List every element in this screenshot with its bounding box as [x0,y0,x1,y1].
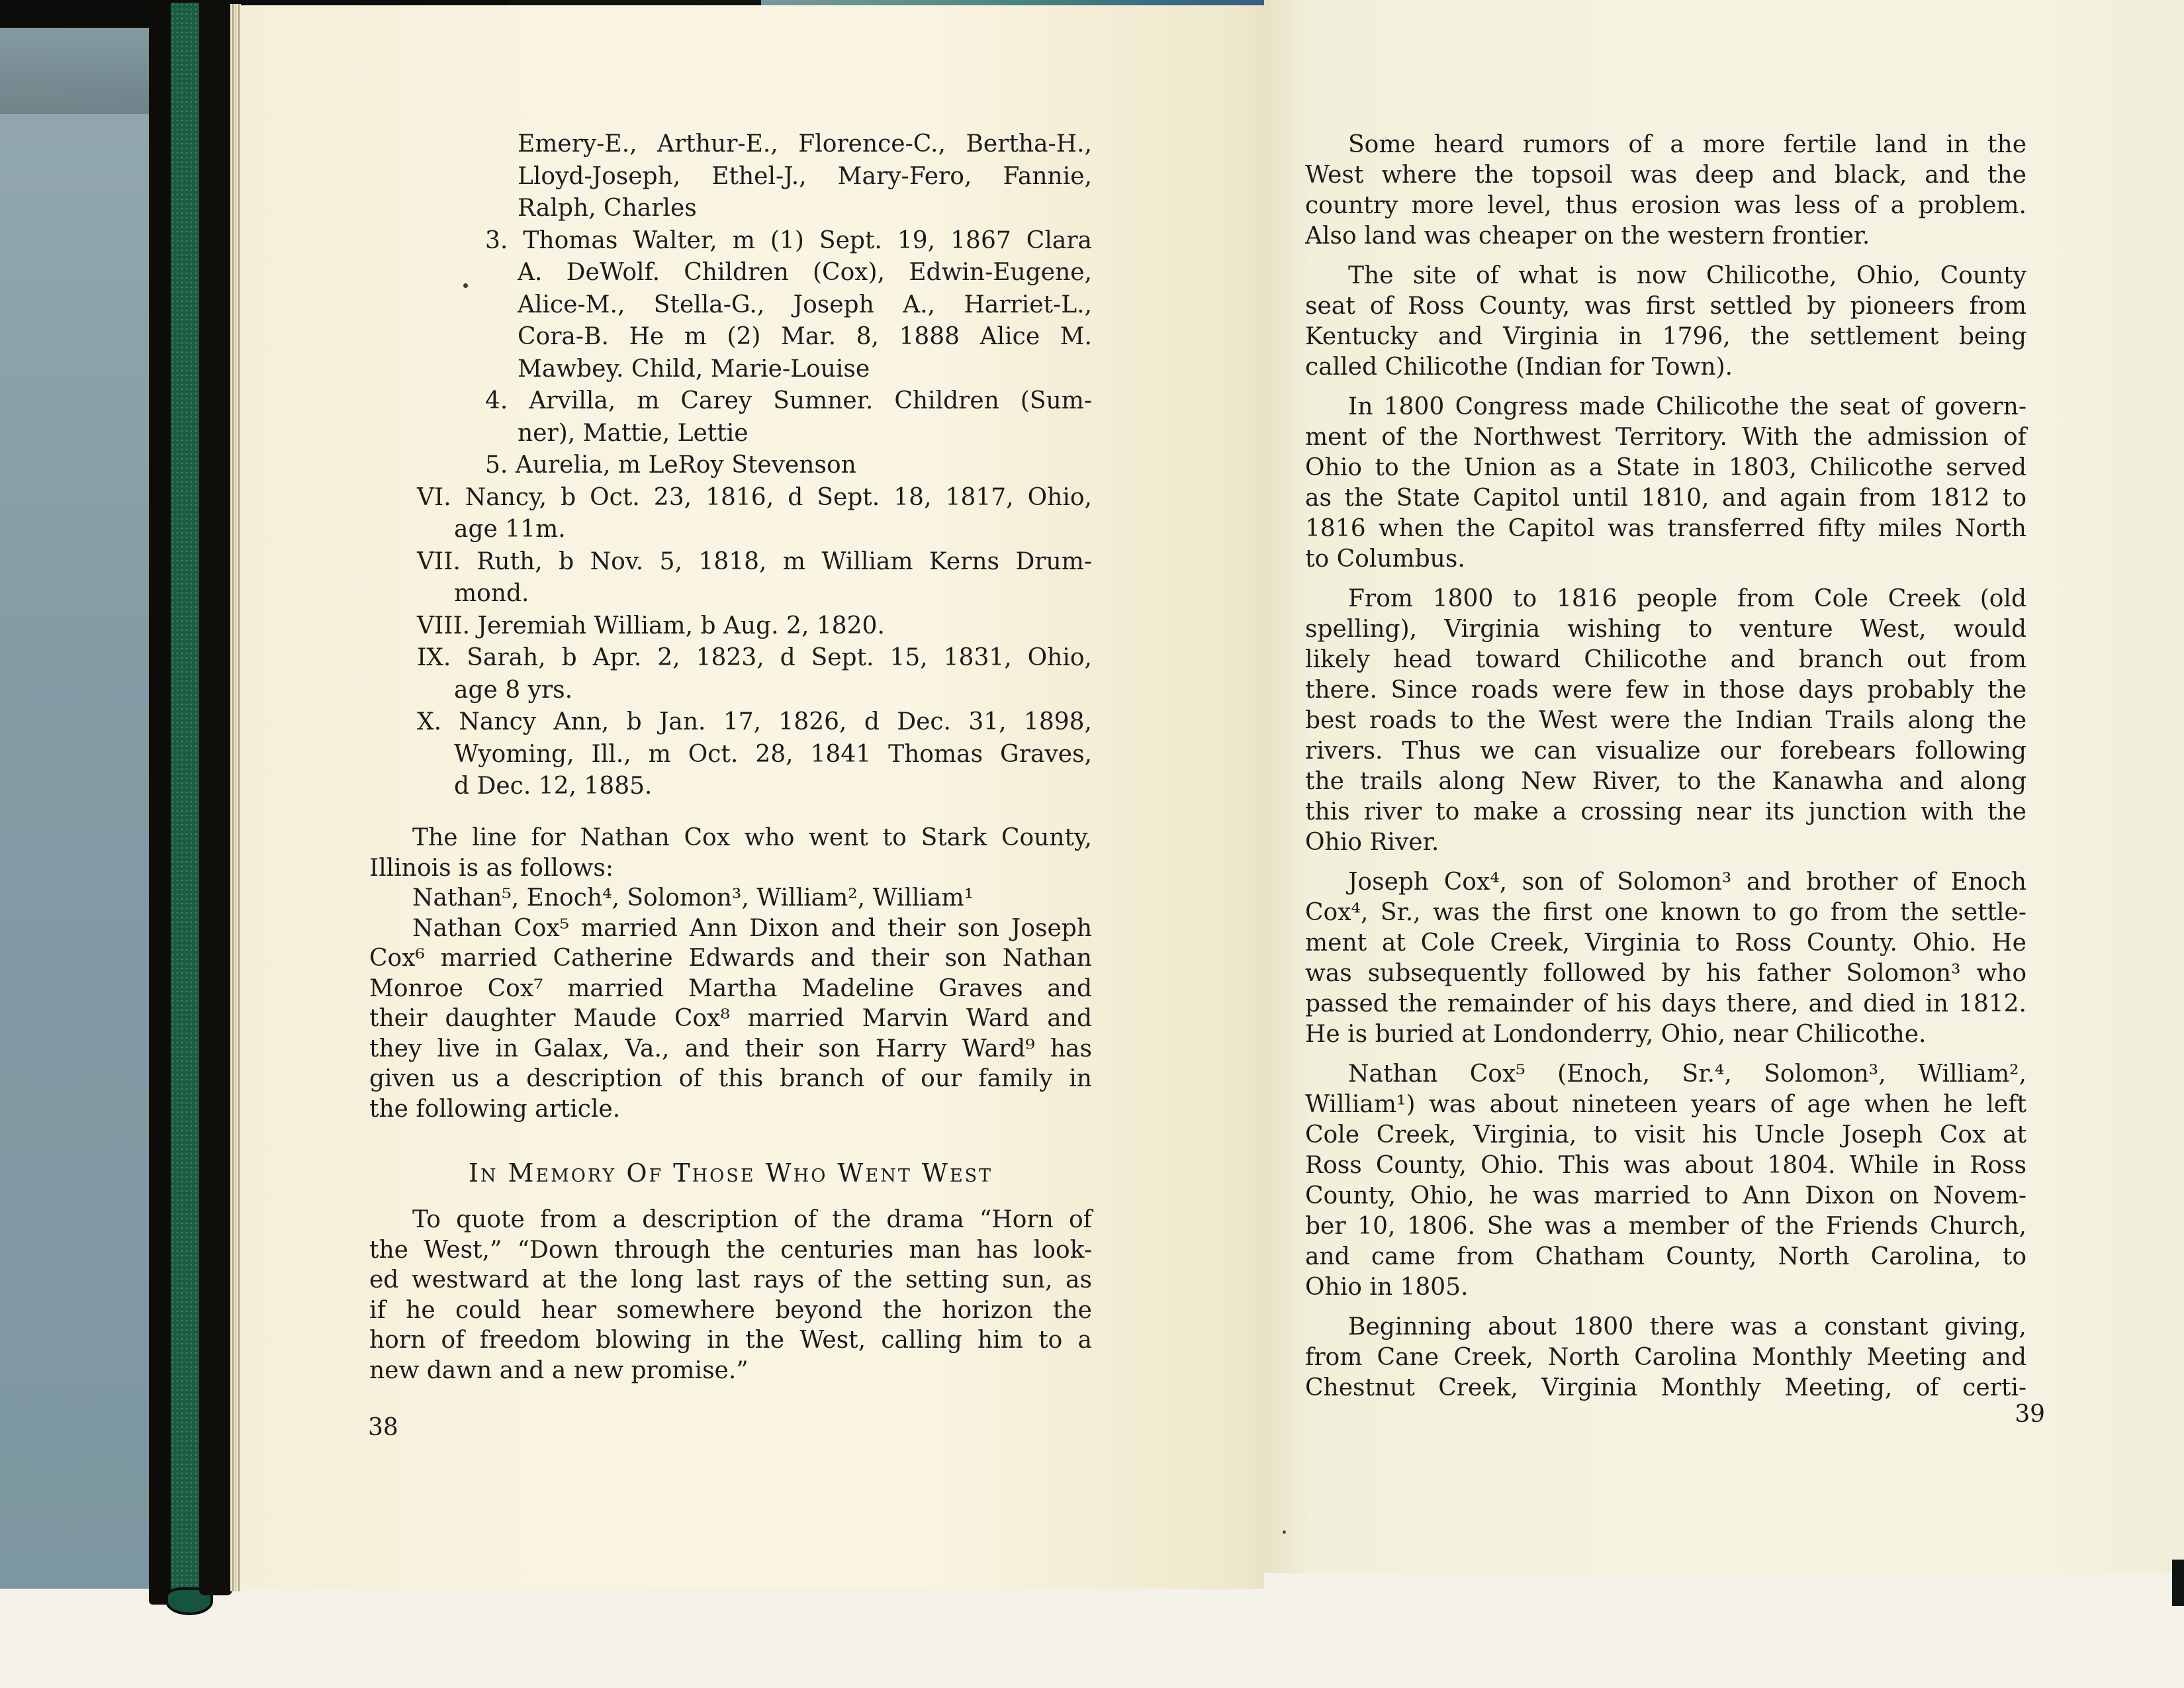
text-line: age 8 yrs. [454,676,573,704]
page-number-left: 38 [368,1414,398,1441]
text-line: there. Since roads were few in those days probably the [1305,677,2026,704]
text-line: was subsequently followed by his father Solomon³ who [1305,960,2026,987]
paragraph [1305,1059,2026,1303]
text-line: d Dec. 12, 1885. [454,773,653,800]
text-line: Alice-M., Stella-G., Joseph A., Harriet-L., [518,291,1092,318]
text-line: their daughter Maude Cox⁸ married Marvin Ward and [369,1005,1092,1032]
text-line: and came from Chatham County, North Carolina, to [1305,1243,2026,1270]
text-line: the following article. [369,1095,621,1123]
text-line: new dawn and a new promise.” [369,1356,749,1384]
text-line: likely head toward Chilicothe and branch out from [1305,646,2026,673]
scan-speck [1283,1530,1286,1534]
text-line: Kentucky and Virginia in 1796, the settlement being [1305,323,2026,350]
text-line: Nathan Cox⁵ married Ann Dixon and their son Joseph [412,914,1092,942]
text-line: The line for Nathan Cox who went to Stark County, [412,824,1092,851]
text-line: VII. Ruth, b Nov. 5, 1818, m William Kerns Drum- [417,547,1092,575]
text-line: West where the topsoil was deep and black, and the [1305,162,2026,189]
genealogy-list [369,128,1092,803]
text-line: horn of freedom blowing in the West, calling him to a [369,1327,1092,1354]
text-line: VI. Nancy, b Oct. 23, 1816, d Sept. 18, 1817, Ohio, [417,483,1092,511]
text-line: ner), Mattie, Lettie [518,419,749,447]
text-line: as the State Capitol until 1810, and again from 1812 to [1305,485,2026,512]
text-line: rivers. Thus we can visualize our forebears following [1305,737,2026,765]
text-line: VIII. Jeremiah William, b Aug. 2, 1820. [417,612,885,639]
text-line: Beginning about 1800 there was a constant giving, [1348,1313,2026,1340]
paragraph [1305,1312,2026,1403]
text-line: called Chilicothe (Indian for Town). [1305,353,1733,381]
book-cover-edge [149,0,173,1605]
text-line: 3. Thomas Walter, m (1) Sept. 19, 1867 Clara [485,226,1092,254]
text-line: Nathan Cox⁵ (Enoch, Sr.⁴, Solomon³, William², [1348,1060,2026,1088]
text-line: Some heard rumors of a more fertile land in the [1348,131,2026,158]
paragraph [1305,584,2026,858]
quote-paragraph [369,1205,1092,1385]
text-line: ed westward at the long last rays of the setting sun, as [369,1266,1092,1293]
text-line: spelling), Virginia wishing to venture West, would [1305,616,2026,643]
paragraph [1305,867,2026,1050]
text-line: Ohio to the Union as a State in 1803, Chilicothe served [1305,454,2026,481]
text-line: Cox⁴, Sr., was the first one known to go from the settle- [1305,899,2026,926]
text-line: from Cane Creek, North Carolina Monthly Meeting and [1305,1344,2026,1371]
text-line: Joseph Cox⁴, son of Solomon³ and brother of Enoch [1348,868,2026,896]
book-cover-inner-edge [199,0,232,1595]
text-line: A. DeWolf. Children (Cox), Edwin-Eugene, [518,259,1092,286]
text-line: Mawbey. Child, Marie-Louise [518,355,870,383]
text-line: X. Nancy Ann, b Jan. 17, 1826, d Dec. 31, 1898, [417,708,1092,735]
text-line: Wyoming, Ill., m Oct. 28, 1841 Thomas Graves, [454,740,1092,768]
text-line: age 11m. [454,516,566,543]
text-line: Lloyd-Joseph, Ethel-J., Mary-Fero, Fannie, [518,162,1092,190]
text-line: To quote from a description of the drama “Horn of [412,1206,1092,1233]
text-line: the trails along New River, to the Kanawha and along [1305,768,2026,795]
text-line: IX. Sarah, b Apr. 2, 1823, d Sept. 15, 1831, Ohio, [417,644,1092,671]
text-line: Ohio River. [1305,829,1439,856]
text-line: mond. [454,580,529,607]
text-line: they live in Galax, Va., and their son Harry Ward⁹ has [369,1035,1092,1062]
text-line: He is buried at Londonderry, Ohio, near Chilicothe. [1305,1021,1927,1048]
text-line: ment of the Northwest Territory. With the admission of [1305,424,2026,451]
text-line: ment at Cole Creek, Virginia to Ross County. Ohio. He [1305,929,2026,957]
text-line: 1816 when the Capitol was transferred fifty miles North [1305,515,2026,542]
text-line: 4. Arvilla, m Carey Sumner. Children (Sum- [485,387,1092,414]
text-line: best roads to the West were the Indian Trails along the [1305,707,2026,734]
text-line: to Columbus. [1305,545,1465,573]
book-cloth-spine [171,3,201,1602]
text-line: Chestnut Creek, Virginia Monthly Meeting, of certi- [1305,1374,2026,1401]
text-line: Cole Creek, Virginia, to visit his Uncle Joseph Cox at [1305,1121,2026,1149]
page-number-right: 39 [2015,1401,2045,1428]
text-line: this river to make a crossing near its junction with the [1305,798,2026,825]
text-line: The site of what is now Chilicothe, Ohio, County [1348,262,2026,289]
text-line: In 1800 Congress made Chilicothe the seat of govern- [1348,393,2026,420]
section-heading: In Memory Of Those Who Went West [468,1158,993,1188]
text-line: seat of Ross County, was first settled by pioneers from [1305,293,2026,320]
paragraph [1305,130,2026,252]
page-corner-shadow [2172,1560,2184,1606]
text-line: Cora-B. He m (2) Mar. 8, 1888 Alice M. [518,323,1092,350]
text-line: ber 10, 1806. She was a member of the Friends Church, [1305,1213,2026,1240]
text-line: passed the remainder of his days there, and died in 1812. [1305,990,2026,1017]
text-line: William¹) was about nineteen years of age when he left [1305,1091,2026,1118]
paragraph [1305,392,2026,575]
text-line: Also land was cheaper on the western frontier. [1305,222,1870,250]
text-line: Ohio in 1805. [1305,1274,1469,1301]
text-line: 5. Aurelia, m LeRoy Stevenson [485,451,856,479]
text-line: Illinois is as follows: [369,854,614,882]
text-line: Monroe Cox⁷ married Martha Madeline Graves and [369,974,1092,1002]
text-line: Ross County, Ohio. This was about 1804. While in Ross [1305,1152,2026,1179]
text-line: Nathan⁵, Enoch⁴, Solomon³, William², William¹ [412,884,974,912]
text-line: given us a description of this branch of our family in [369,1065,1092,1092]
scanner-bed-left [0,0,150,1589]
descent-paragraph [369,823,1092,1124]
text-line: Cox⁶ married Catherine Edwards and their son Nathan [369,945,1092,972]
paragraph [1305,261,2026,383]
text-line: Emery-E., Arthur-E., Florence-C., Bertha-H., [518,130,1092,158]
right-page-body [1305,130,2026,1403]
text-line: the West,” “Down through the centuries man has look- [369,1236,1092,1264]
text-line: if he could hear somewhere beyond the horizon the [369,1296,1092,1324]
text-line: country more level, thus erosion was less of a problem. [1305,192,2026,219]
text-line: County, Ohio, he was married to Ann Dixon on Novem- [1305,1182,2026,1209]
text-line: From 1800 to 1816 people from Cole Creek (old [1348,585,2026,612]
text-line: Ralph, Charles [518,195,697,222]
